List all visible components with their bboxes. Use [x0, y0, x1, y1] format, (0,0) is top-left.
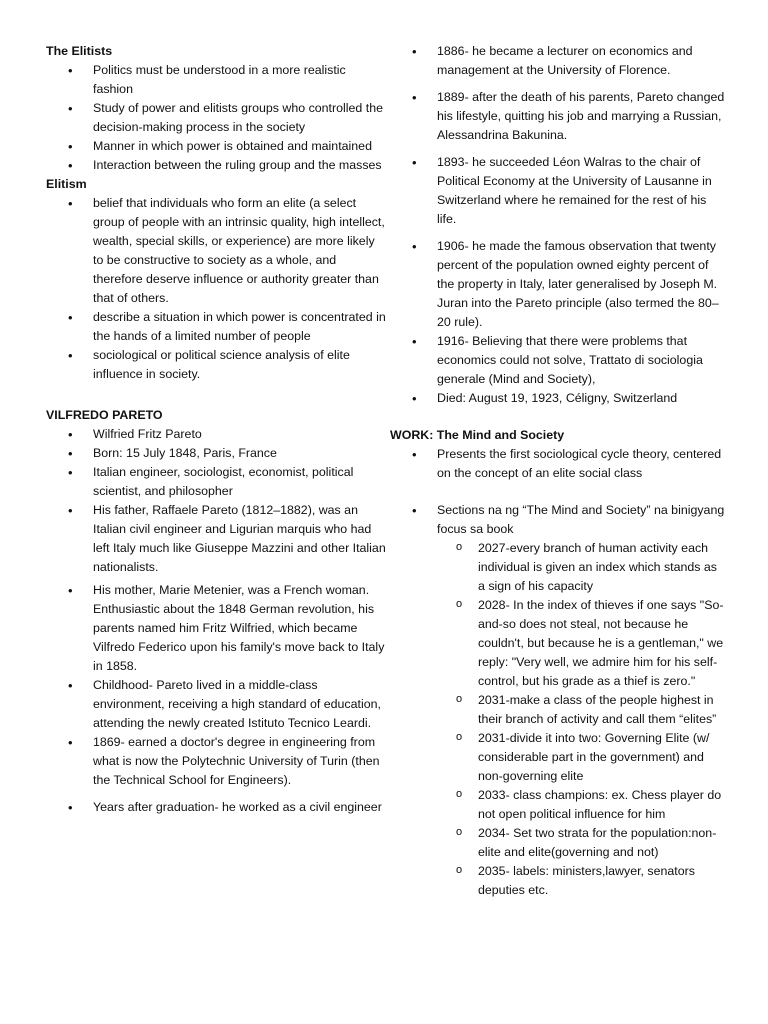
list-item: • Years after graduation- he worked as a civil engineer — [46, 798, 386, 817]
left-column — [46, 42, 386, 817]
list-item: • Born: 15 July 1848, Paris, France — [46, 444, 386, 463]
list-item: • His mother, Marie Metenier, was a French woman. Enthusiastic about the 1848 German revolution, his parents named him Fritz Wilfried, which became Vilfredo Federico upon his family's move back to Italy in 1858. — [46, 581, 386, 676]
list-item: • Study of power and elitists groups who controlled the decision-making process in the society — [46, 99, 386, 137]
list-item: • 1916- Believing that there were problems that economics could not solve, Trattato di sociologia generale (Mind and Society), — [390, 332, 725, 389]
right-column — [390, 42, 725, 900]
list-item: • 1893- he succeeded Léon Walras to the chair of Political Economy at the University of Lausanne in Switzerland where he remained for the rest of his life. — [390, 153, 725, 229]
elitism-heading: Elitism — [46, 177, 87, 191]
list-item: • Interaction between the ruling group and the masses — [46, 156, 386, 175]
list-item — [390, 501, 725, 539]
list-item: • Wilfried Fritz Pareto — [46, 425, 386, 444]
list-item: o 2028- In the index of thieves if one says "So-and-so does not steal, not because he couldn't, but because he is a gentleman," we reply: "Very well, we admire him for his self-control, but his grade as a thief is zero." — [390, 596, 725, 691]
list-item: o 2033- class champions: ex. Chess player do not open political influence for him — [390, 786, 725, 824]
list-item: o 2035- labels: ministers,lawyer, senators deputies etc. — [390, 862, 725, 900]
elitism-list — [46, 194, 386, 384]
elitists-heading: The Elitists — [46, 44, 113, 58]
list-item: • 1889- after the death of his parents, Pareto changed his lifestyle, quitting his job and marrying a Russian, Alessandrina Bakunina. — [390, 88, 725, 145]
elitists-list — [46, 61, 386, 175]
pareto-heading: VILFREDO PARETO — [46, 408, 163, 422]
list-item: • Manner in which power is obtained and maintained — [46, 137, 386, 156]
list-item: • 1906- he made the famous observation that twenty percent of the population owned eighty percent of the property in Italy, later generalised by Joseph M. Juran into the Pareto principle (also termed the 80–20 rule). — [390, 237, 725, 332]
list-item: • Childhood- Pareto lived in a middle-class environment, receiving a high standard of education, attending the newly created Istituto Tecnico Leardi. — [46, 676, 386, 733]
sections-list — [390, 539, 725, 900]
list-item: o 2031-make a class of the people highest in their branch of activity and call them “elites” — [390, 691, 725, 729]
list-item: • belief that individuals who form an elite (a select group of people with an intrinsic quality, high intellect, wealth, special skills, or experience) are more likely to be constructive to society as a whole, and therefore deserve influence or authority greater than that of others. — [46, 194, 386, 308]
pareto-list — [46, 425, 386, 817]
list-item: • Presents the first sociological cycle theory, centered on the concept of an elite social class — [390, 445, 725, 483]
list-item: • Politics must be understood in a more realistic fashion — [46, 61, 386, 99]
list-item: o 2031-divide it into two: Governing Elite (w/ considerable part in the government) and non-governing elite — [390, 729, 725, 786]
work-list — [390, 445, 725, 539]
list-item: • 1886- he became a lecturer on economics and management at the University of Florence. — [390, 42, 725, 80]
timeline-list — [390, 42, 725, 408]
work-heading: WORK: The Mind and Society — [390, 428, 565, 442]
list-item: o 2034- Set two strata for the population:non-elite and elite(governing and not) — [390, 824, 725, 862]
list-item: o 2027-every branch of human activity each individual is given an index which stands as a sign of his capacity — [390, 539, 725, 596]
list-item: • sociological or political science analysis of elite influence in society. — [46, 346, 386, 384]
list-item: • Italian engineer, sociologist, economist, political scientist, and philosopher — [46, 463, 386, 501]
list-item: • describe a situation in which power is concentrated in the hands of a limited number of people — [46, 308, 386, 346]
list-item: • Died: August 19, 1923, Céligny, Switzerland — [390, 389, 725, 408]
list-item: • 1869- earned a doctor's degree in engineering from what is now the Polytechnic University of Turin (then the Technical School for Engineers). — [46, 733, 386, 790]
sections-label: Sections na ng “The Mind and Society” na binigyang focus sa book — [437, 503, 725, 536]
list-item: • His father, Raffaele Pareto (1812–1882), was an Italian civil engineer and Ligurian marquis who had left Italy much like Giuseppe Mazzini and other Italian nationalists. — [46, 501, 386, 577]
